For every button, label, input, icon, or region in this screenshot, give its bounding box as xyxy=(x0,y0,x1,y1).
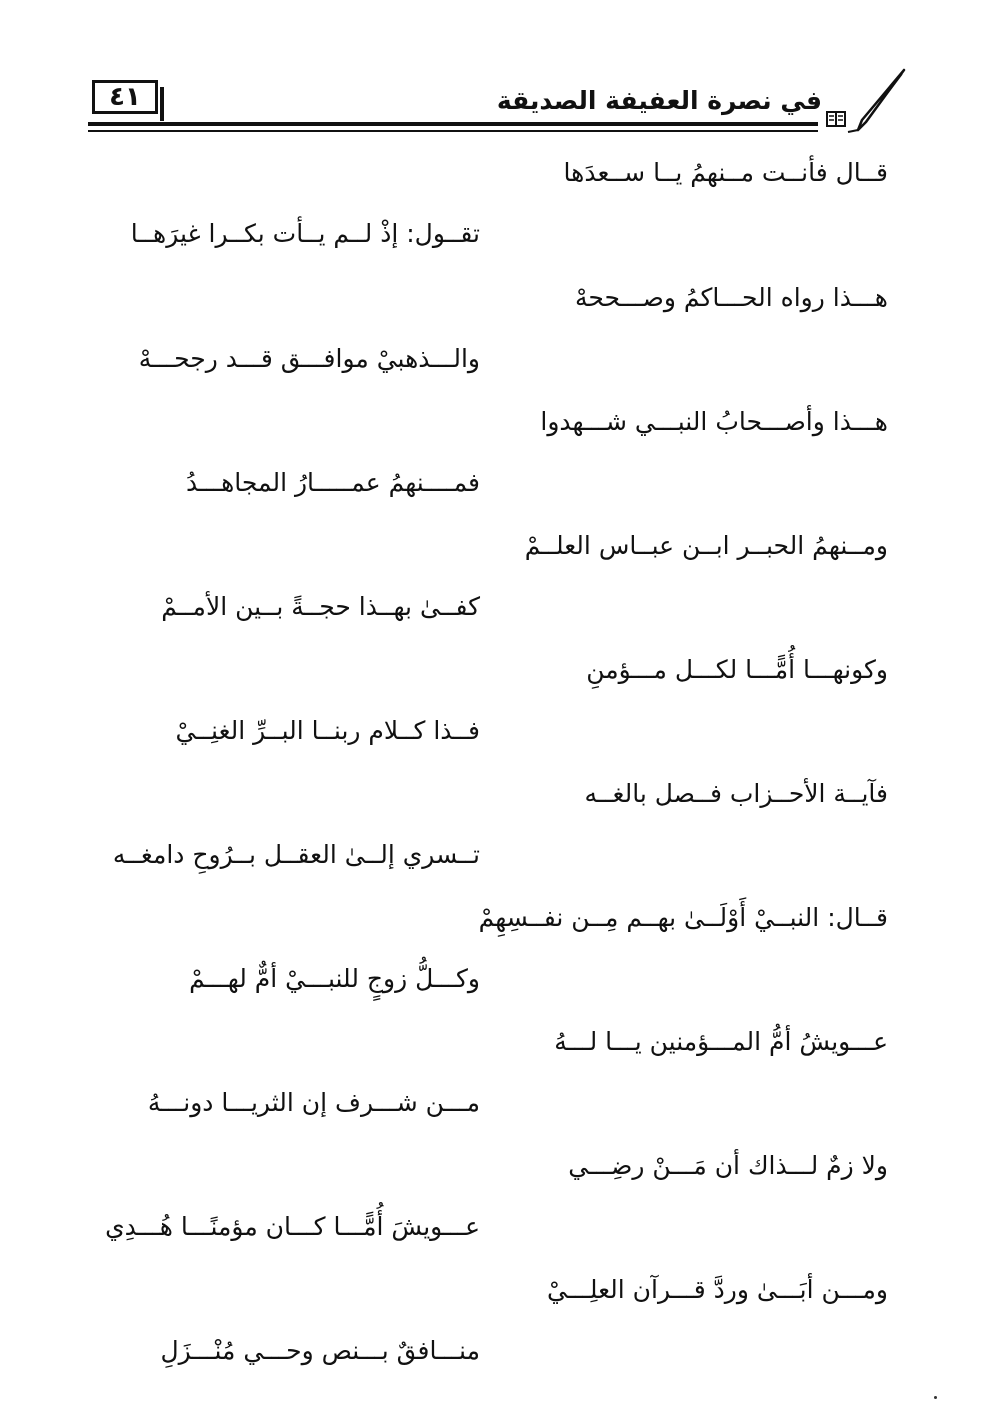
verse-line: تقــول: إذْ لــم يــأت بكــرا غيرَهــا xyxy=(130,219,480,248)
verse-line: مـــن شـــرف إن الثريـــا دونـــهُ xyxy=(147,1088,480,1117)
book-icon xyxy=(826,110,846,128)
verse-line: فآيــة الأحــزاب فــصل بالغــه xyxy=(584,779,888,808)
book-title: في نصرة العفيفة الصديقة xyxy=(496,86,822,115)
verse-line: فــذا كــلام ربنــا البــرِّ الغنِــيْ xyxy=(175,716,480,745)
verse-line: هـــذا وأصـــحابُ النبـــي شـــهدوا xyxy=(540,407,888,436)
header-rule xyxy=(88,122,818,126)
verse-line: قــال: النبــيْ أَوْلَــىٰ بهــم مِــن نفــسِهِمْ xyxy=(478,903,888,932)
verse-line: قــال فأنــت مــنهمُ يــا ســعدَها xyxy=(563,158,888,187)
verse-line: فمــــنهمُ عمـــــارُ المجاهـــدُ xyxy=(185,468,480,497)
verse-line: منـــافقٌ بـــنص وحـــي مُنْـــزَلِ xyxy=(160,1336,480,1365)
verse-line: كفــىٰ بهــذا حجــةً بــين الأمــمْ xyxy=(161,592,480,621)
verse-line: والـــذهبيْ موافـــق قـــد رجحـــهْ xyxy=(138,344,480,373)
verse-line: تــسري إلــىٰ العقــل بــرُوحِ دامغــه xyxy=(112,840,480,869)
verse-line: عـــويشَ أُمًّـــا كـــان مؤمنًـــا هُـــدِي xyxy=(105,1212,480,1241)
page-header xyxy=(88,70,908,140)
verse-line: وكـــلُّ زوجٍ للنبـــيْ أمٌّ لهـــمْ xyxy=(189,964,480,993)
verse-line: ومــنهمُ الحبــر ابــن عبــاس العلــمْ xyxy=(524,531,888,560)
header-rule-thin xyxy=(88,130,818,132)
verse-line: عـــويشُ أمُّ المـــؤمنين يـــا لـــهُ xyxy=(554,1027,888,1056)
verse-line: وكونهـــا أُمًّـــا لكـــل مـــؤمنِ xyxy=(586,655,888,684)
quill-icon xyxy=(844,66,908,136)
scan-speck xyxy=(934,1396,937,1399)
verse-line: ومـــن أبَـــىٰ وردَّ قـــرآن العلِـــيْ xyxy=(547,1275,888,1304)
verse-line: هـــذا رواه الحـــاكمُ وصـــححهْ xyxy=(574,283,888,312)
page-number: ٤١ xyxy=(92,80,158,114)
verse-line: ولا زمٌ لـــذاك أن مَـــنْ رضِـــي xyxy=(568,1151,888,1180)
